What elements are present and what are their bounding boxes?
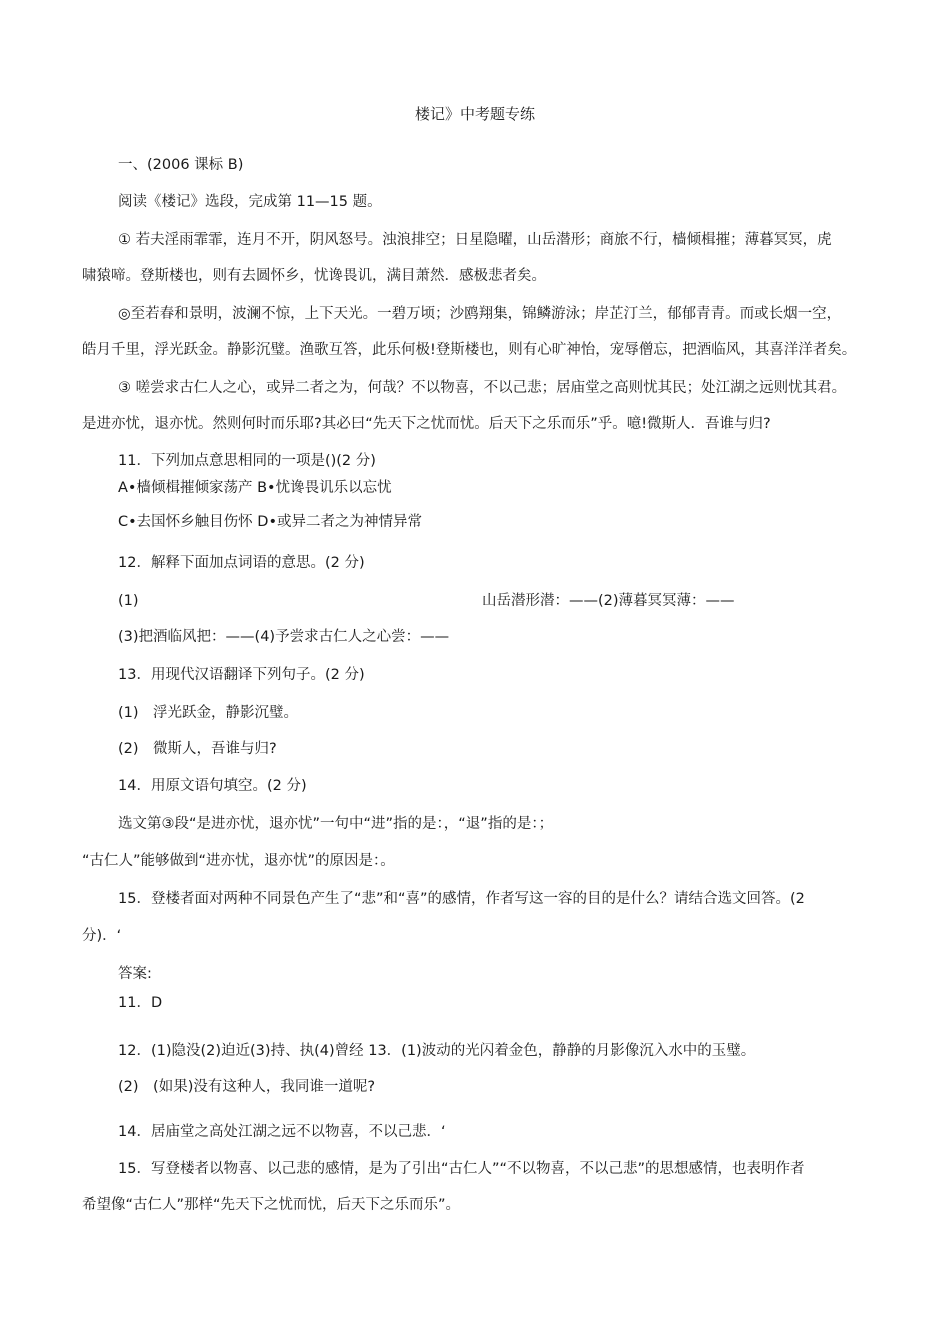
answer-13-item2: (2) (如果)没有这种人，我同谁一道呢?: [118, 1079, 376, 1095]
question-11-options-ab: A•樯倾楫摧倾家荡产 B•忧谗畏讥乐以忘忧: [118, 480, 392, 496]
question-14-line2: “古仁人”能够做到“进亦忧，退亦忧”的原因是：。: [82, 853, 395, 869]
section-heading: 一、(2006 课标 B): [118, 157, 244, 173]
answer-15-line1: 15．写登楼者以物喜、以己悲的感情，是为了引出“古仁人”“不以物喜，不以己悲”的思想感情，也表明作者: [118, 1161, 805, 1177]
passage-p1-line1: ① 若夫淫雨霏霏，连月不开，阴风怒号。浊浪排空；日星隐曜，山岳潜形；商旅不行，樯倾楫摧；薄暮冥冥，虎: [118, 232, 832, 248]
answers-label: 答案:: [118, 966, 152, 982]
answer-15-line2: 希望像“古仁人”那样“先天下之忧而忧，后天下之乐而乐”。: [82, 1197, 461, 1213]
answer-12-13: 12．(1)隐没(2)迫近(3)持、执(4)曾经 13．(1)波动的光闪着金色，静静的月影像沉入水中的玉璧。: [118, 1043, 756, 1059]
question-12-item1: (1): [118, 593, 139, 609]
passage-p3-line1: ③ 嗟尝求古仁人之心，或异二者之为，何哉？不以物喜，不以己悲；居庙堂之高则忧其民；处江湖之远则忧其君。: [118, 380, 847, 396]
question-12-item2: (3)把酒临风把：——(4)予尝求古仁人之心尝：——: [118, 629, 450, 645]
question-12: 12．解释下面加点词语的意思。(2 分): [118, 555, 365, 571]
page-title: 楼记》中考题专练: [414, 105, 535, 123]
passage-p3-line2: 是进亦忧，退亦忧。然则何时而乐耶?其必曰“先天下之忧而忧。后天下之乐而乐”乎。噫!微斯人．吾谁与归?: [82, 416, 771, 432]
question-11: 11．下列加点意思相同的一项是()(2 分): [118, 453, 376, 469]
question-15-line1: 15．登楼者面对两种不同景色产生了“悲”和“喜”的感情，作者写这一容的目的是什么？请结合选文回答。(2: [118, 891, 805, 907]
question-15-line2: 分)．‘: [82, 928, 122, 944]
question-12-item1-text: 山岳潜形潜：——(2)薄暮冥冥薄：——: [482, 593, 735, 609]
question-14: 14．用原文语句填空。(2 分): [118, 778, 307, 794]
question-13: 13．用现代汉语翻译下列句子。(2 分): [118, 667, 365, 683]
question-11-options-cd: C•去国怀乡触目伤怀 D•或异二者之为神情异常: [118, 514, 423, 530]
question-13-item1: (1) 浮光跃金，静影沉璧。: [118, 705, 299, 721]
question-14-line1: 选文第③段“是进亦忧，退亦忧”一句中“进”指的是：，“退”指的是：；: [118, 816, 554, 832]
answer-14: 14．居庙堂之高处江湖之远不以物喜，不以己悲．‘: [118, 1124, 446, 1140]
passage-p2-line2: 皓月千里，浮光跃金。静影沉璧。渔歌互答，此乐何极!登斯楼也，则有心旷神怡，宠辱僧忘，把酒临风，其喜洋洋者矣。: [82, 342, 857, 358]
answer-11: 11．D: [118, 995, 163, 1011]
question-13-item2: (2) 微斯人，吾谁与归?: [118, 741, 277, 757]
passage-p2-line1: ◎至若春和景明，波澜不惊，上下天光。一碧万顷；沙鸥翔集，锦鳞游泳；岸芷汀兰，郁郁青青。而或长烟一空，: [118, 306, 842, 322]
passage-p1-line2: 啸猿啼。登斯楼也，则有去圆怀乡，忧谗畏讥，满目萧然．感极悲者矣。: [82, 268, 546, 284]
instruction-text: 阅读《楼记》选段，完成第 11—15 题。: [118, 194, 382, 210]
